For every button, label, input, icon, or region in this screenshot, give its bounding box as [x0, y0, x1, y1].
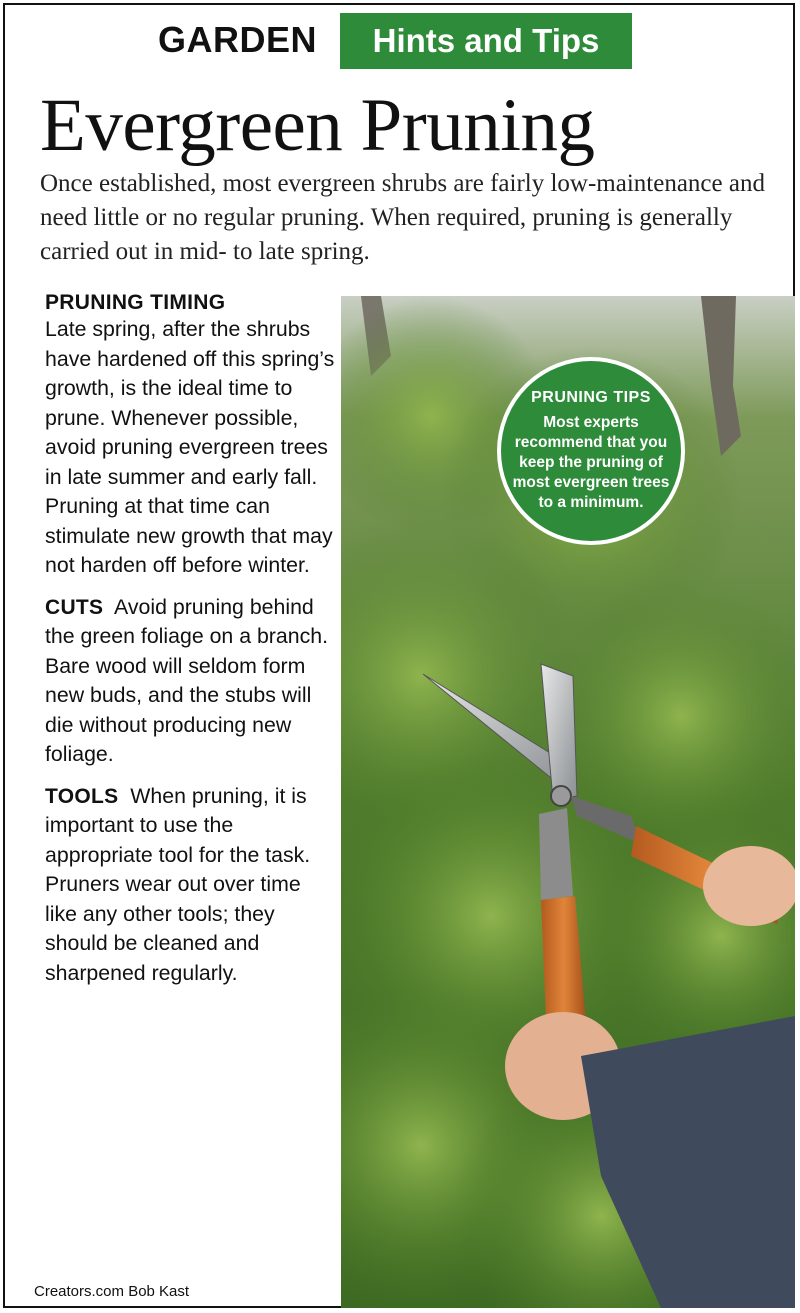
tips-title: PRUNING TIPS — [531, 389, 651, 406]
section-heading-tools: TOOLS — [45, 784, 119, 808]
page-title: Evergreen Pruning — [40, 84, 595, 167]
hints-tips-label: Hints and Tips — [372, 22, 600, 59]
tips-body: Most experts recommend that you keep the pruning of most evergreen trees to a minimum. — [512, 414, 670, 511]
section-text-timing: Late spring, after the shrubs have hardened off this spring’s growth, is the ideal time to prune. Whenever possible, avoid pruning evergreen trees in late summer and early fall. Pruning at that time can stimulate new growth that may not harden off before winter. — [45, 317, 335, 577]
intro-paragraph: Once established, most evergreen shrubs are fairly low-maintenance and need little or no regular pruning. When required, pruning is generally carried out in mid- to late spring. — [40, 170, 765, 265]
section-cuts — [45, 593, 335, 770]
section-text-cuts: Avoid pruning behind the green foliage on a branch. Bare wood will seldom form new buds, and the stubs will die without producing new foliage. — [45, 594, 328, 766]
article-frame — [3, 3, 795, 1308]
photo-credit: Creators.com Bob Kast — [34, 1283, 190, 1300]
pruning-tips-badge — [497, 357, 685, 545]
header — [5, 13, 793, 69]
text-column — [45, 291, 335, 1000]
hints-tips-banner — [340, 13, 632, 69]
section-text-tools: When pruning, it is important to use the appropriate tool for the task. Pruners wear out over time like any other tools; they should be cleaned and sharpened regularly. — [45, 783, 311, 985]
section-label: GARDEN — [158, 19, 318, 60]
section-heading-cuts: CUTS — [45, 595, 104, 619]
section-heading-timing: PRUNING TIMING — [45, 291, 226, 314]
section-tools — [45, 782, 335, 989]
